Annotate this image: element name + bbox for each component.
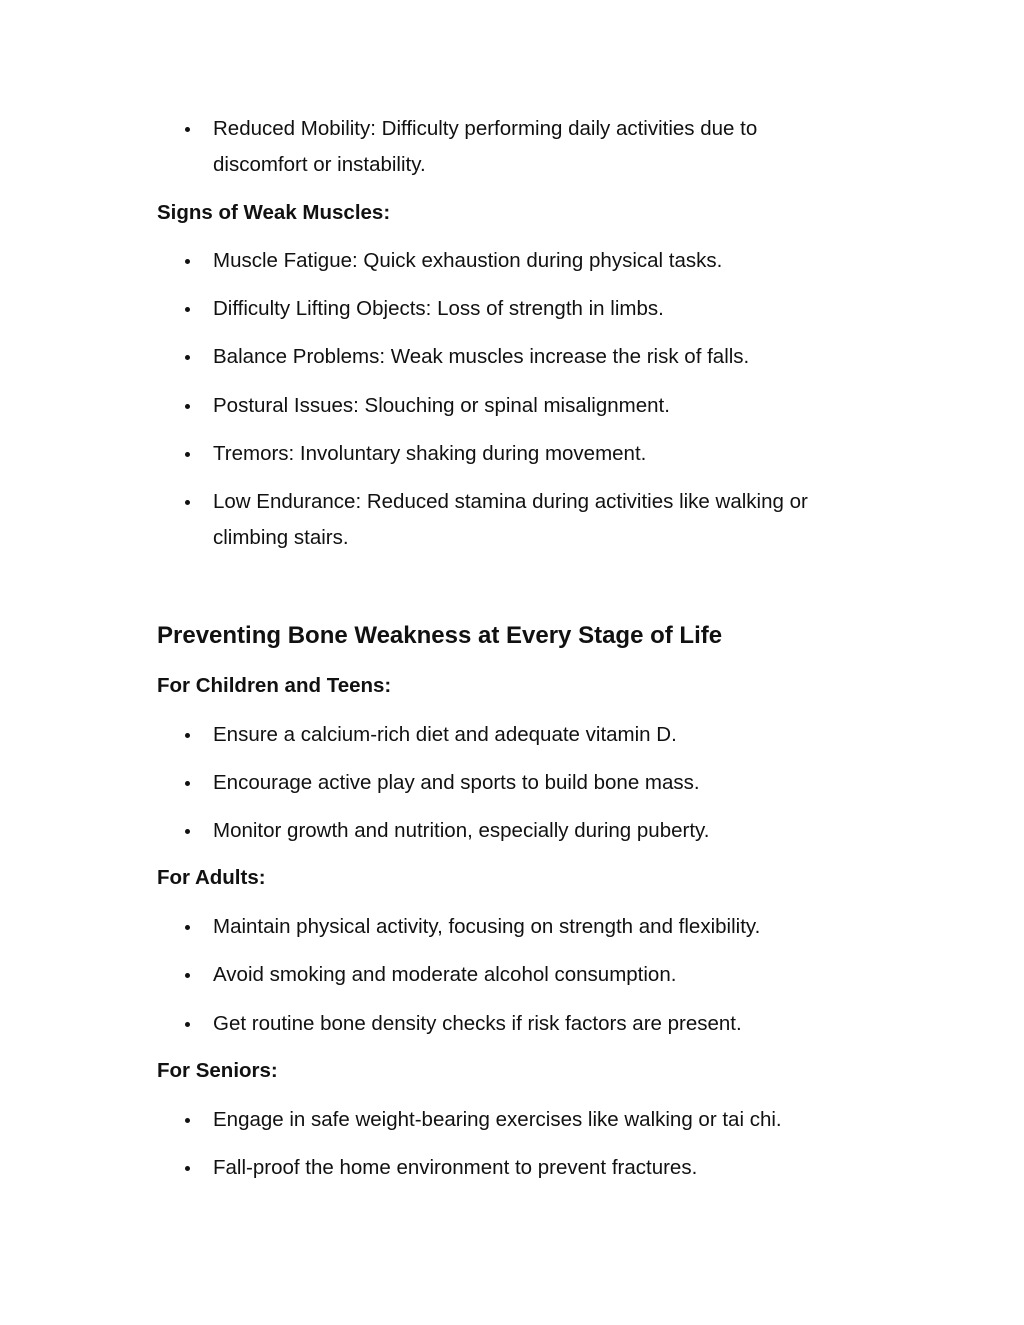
list-item-text: Difficulty Lifting Objects: Loss of strength in limbs. xyxy=(213,297,664,320)
bullet-icon xyxy=(185,973,190,978)
list-item-text: Encourage active play and sports to build bone mass. xyxy=(213,771,700,794)
bullet-icon xyxy=(185,259,190,264)
list-item-text: Avoid smoking and moderate alcohol consumption. xyxy=(213,963,677,986)
weak-muscles-heading: Signs of Weak Muscles: xyxy=(157,201,391,224)
adults-heading: For Adults: xyxy=(157,866,266,889)
list-item xyxy=(157,1150,857,1186)
list-item-text: Reduced Mobility: Difficulty performing daily activities due to discomfort or instability. xyxy=(213,117,758,176)
list-item-text: Balance Problems: Weak muscles increase the risk of falls. xyxy=(213,345,750,368)
list-item-text: Low Endurance: Reduced stamina during activities like walking or climbing stairs. xyxy=(213,490,808,549)
children-heading: For Children and Teens: xyxy=(157,674,392,697)
bullet-icon xyxy=(185,1166,190,1171)
bullet-icon xyxy=(185,307,190,312)
bullet-icon xyxy=(185,452,190,457)
list-item xyxy=(157,484,857,556)
bullet-icon xyxy=(185,404,190,409)
bullet-icon xyxy=(185,925,190,930)
list-item xyxy=(157,339,857,375)
list-item xyxy=(157,717,857,753)
bullet-icon xyxy=(185,127,190,132)
bullet-icon xyxy=(185,1118,190,1123)
bullet-icon xyxy=(185,733,190,738)
list-item xyxy=(157,291,857,327)
list-item-text: Maintain physical activity, focusing on strength and flexibility. xyxy=(213,915,761,938)
list-item-text: Engage in safe weight-bearing exercises like walking or tai chi. xyxy=(213,1108,782,1131)
bullet-icon xyxy=(185,500,190,505)
bullet-icon xyxy=(185,1022,190,1027)
list-item xyxy=(157,1006,857,1042)
section-title: Preventing Bone Weakness at Every Stage of Life xyxy=(157,622,723,649)
list-item xyxy=(157,765,857,801)
bullet-icon xyxy=(185,355,190,360)
list-item-text: Tremors: Involuntary shaking during movement. xyxy=(213,442,647,465)
seniors-heading: For Seniors: xyxy=(157,1059,278,1082)
list-item xyxy=(157,909,857,945)
bullet-icon xyxy=(185,781,190,786)
list-item-text: Ensure a calcium-rich diet and adequate vitamin D. xyxy=(213,723,677,746)
list-item xyxy=(157,388,857,424)
list-item-text: Monitor growth and nutrition, especially during puberty. xyxy=(213,819,710,842)
list-item-text: Postural Issues: Slouching or spinal misalignment. xyxy=(213,394,670,417)
list-item xyxy=(157,243,857,279)
bullet-icon xyxy=(185,829,190,834)
list-item xyxy=(157,813,857,849)
list-item-text: Get routine bone density checks if risk factors are present. xyxy=(213,1012,742,1035)
list-item xyxy=(157,957,857,993)
list-item xyxy=(157,1102,857,1138)
list-item-text: Fall-proof the home environment to prevent fractures. xyxy=(213,1156,698,1179)
list-item-text: Muscle Fatigue: Quick exhaustion during physical tasks. xyxy=(213,249,723,272)
list-item xyxy=(157,111,857,183)
list-item xyxy=(157,436,857,472)
